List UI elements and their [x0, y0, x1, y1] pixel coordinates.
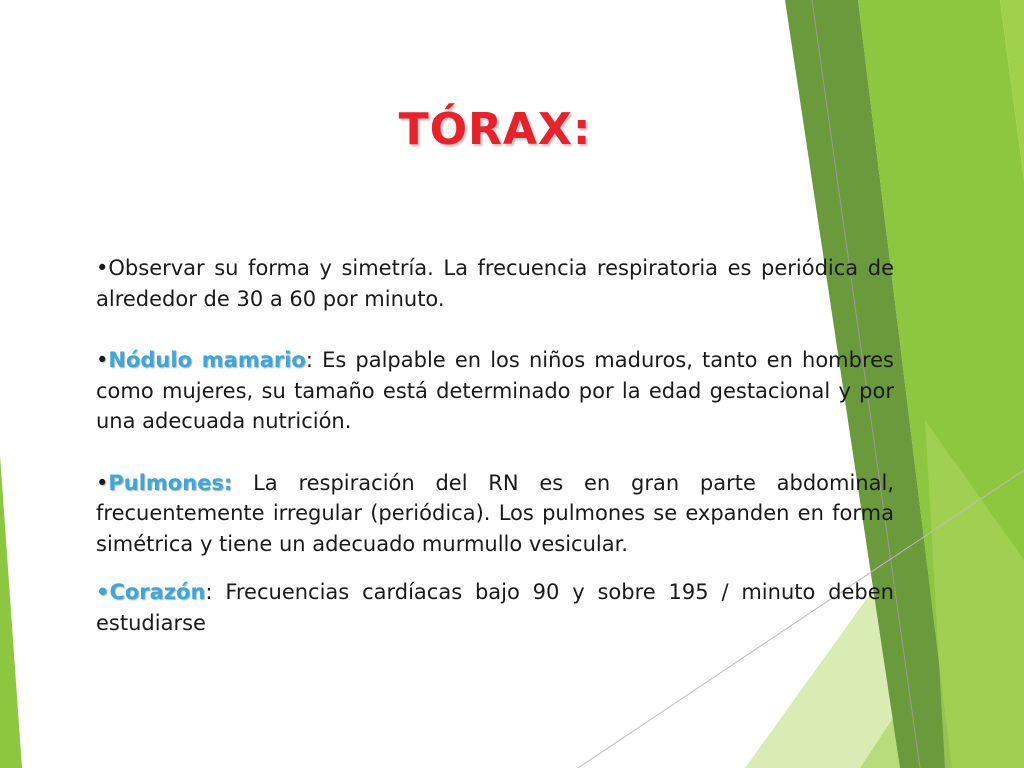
paragraph-nodulo-mamario [96, 345, 894, 437]
green-left-sliver [0, 455, 22, 768]
bullet: • [96, 348, 109, 372]
bullet: • [96, 580, 110, 604]
keyword-nodulo-mamario: Nódulo mamario [108, 348, 306, 372]
keyword-separator: : [205, 580, 213, 604]
paragraph-text: Es palpable en los niños maduros, tanto en hombres como mujeres, su tamaño está determinado por la edad gestacional y por una adecuada nutrición. [96, 348, 894, 433]
paragraph-observar [96, 253, 894, 314]
keyword-separator: : [305, 348, 313, 372]
paragraph-text: La respiración del RN es en gran parte abdominal, frecuentemente irregular (periódica). Los pulmones se expanden en forma simétrica y tiene un adecuado murmullo vesicular. [96, 470, 894, 556]
slide-title: TÓRAX: [398, 104, 592, 155]
bullet: • [96, 470, 109, 495]
keyword-corazon: Corazón [109, 580, 206, 604]
paragraph-pulmones [96, 468, 894, 560]
paragraph-text: Frecuencias cardíacas bajo 90 y sobre 195 / minuto deben estudiarse [96, 580, 894, 635]
bullet: • [96, 256, 109, 280]
slide-body [96, 253, 894, 669]
paragraph-corazon [96, 577, 894, 638]
paragraph-text: Observar su forma y simetría. La frecuencia respiratoria es periódica de alrededor de 30 a 60 por minuto. [96, 256, 894, 311]
keyword-pulmones: Pulmones: [108, 470, 233, 495]
